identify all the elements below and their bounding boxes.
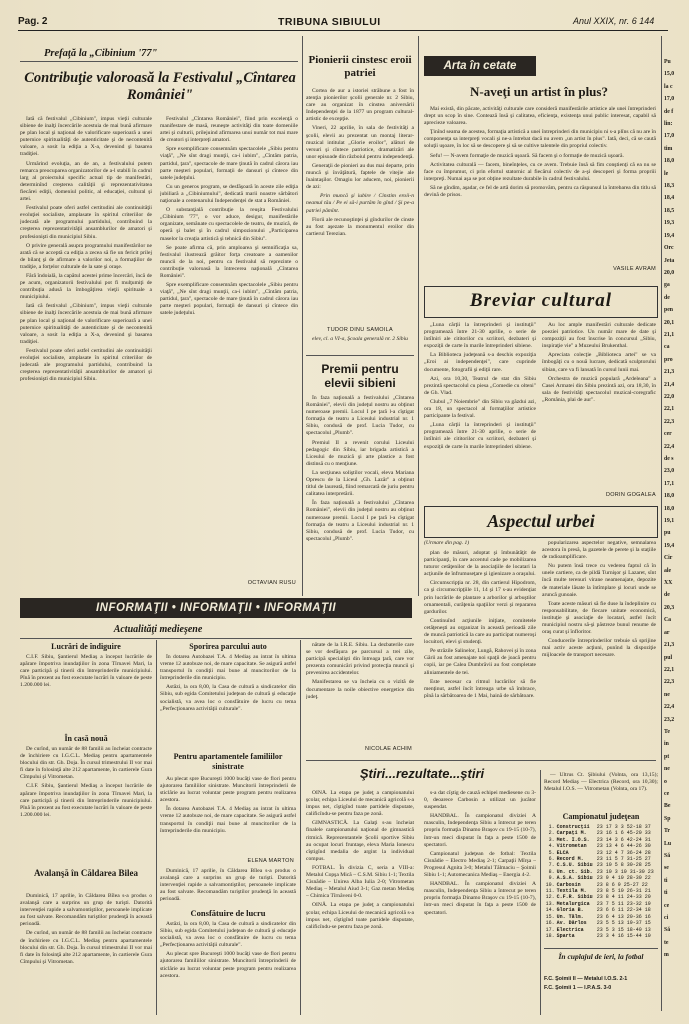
edge-fragment-line: ne [664,691,670,698]
edge-fragment-line: 22,3 [664,418,675,425]
paragraph: În faza naţională a festivalului „Cîntarea României", elevii din judeţul nostru au obţinut numeroase premii. Locul I pe ţară l-a cîştigat formaţia de teatru a Liceului industrial nr. 1 Sibiu, condusă de prof. Lucia Tudor, cu spectacolul „Plumb". [306,500,414,542]
edge-fragment-line: te [664,939,669,946]
standings-cell-pos: 15. [545,913,555,920]
paragraph: Iată că festivalul „Cibinium", impus vieţii culturale sibiene de ínalţi încercările acestuia de mai bună afirmare pe plan local şi naţional de valorificare superioară a unei puternice spiritualităţi de autenticitate şi de necontenită valoare, a sosit la ediţia a X-a, devenind şi basarea tradiţiei. [20,303,152,345]
cup-title: În cuplajul de ieri, la fotbal [558,952,644,961]
paragraph: HANDBAL. În campionatul diviziei A masculin, Independenţa Sibiu a întrecut pe teren propriu formaţia Dinamo Braşov cu 19-15 (10-7), într-un meci disputat în faţa a peste 1500 de spectatori. [424,813,536,848]
standings-cell-team: Textila M. [556,888,587,895]
edge-fragment-line: 21,4 [664,381,675,388]
standings-cell-stats: 23 8 5 10 26-31 21 [596,888,651,895]
info-item-body-continued [160,868,296,906]
poem-verse: Prin muncă şi iubire / Cinstim eroii-n neamul tău / Pe ei să-i purtăm în gînd / Şi pe-a patriei pămînt. [306,193,414,214]
edge-fragment-line: 20,3 [664,604,675,611]
standings-cell-team: Vitrometan [556,843,587,850]
paragraph: GIMNASTICĂ. La Galaţi s-au încheiat finalele campionatului naţional de gimnastică ritmică. Reprezentantele Şcolii sportive Sibiu au ocupat locuri fruntaşe, eleva Maria Ionescu cîştigînd medalia de argint la individual compus. [306,820,414,862]
paragraph: Toate aceste măsuri să fie duse la îndeplinire cu responsabilitate, de fiecare unitate economică, instituţie şi asociaţie de locatari, astfel încît municipiul nostru să-şi păstreze bunul renume de oraş curat şi înfloritor. [542,600,656,636]
info-item-body [20,654,152,734]
edge-fragment-line: 18,4 [664,195,675,202]
edge-fragment-line: o [664,778,667,785]
edge-fragment-line: ti [664,890,668,897]
standings-cell-pos: 10. [545,881,555,888]
breviar-column-2 [542,322,656,492]
campionat-intro [544,772,658,808]
column-divider [302,36,303,596]
edge-fragment-line: Să [664,853,671,859]
edge-fragment-line: ar [664,629,670,636]
standings-cell-stats: 23 12 4 7 36-24 28 [596,849,651,856]
divider [544,948,658,949]
standings-cell-team: C.S.U. Sibiu [556,862,593,869]
standings-cell-pos: 11. [545,888,555,895]
paragraph: Fără îndoială, la capătul acestei prime încercări, încă de pe acum, organizatorii festivalului pot fi mulţumiţi de contribuţia adusă la îmbogăţirea vieţii spirituale a municipiului. [20,272,152,301]
info-item-title: Consfătuire de lucru [190,908,266,918]
edge-fragment-line: ce [664,902,670,909]
edge-fragment-line: Jeta [664,257,675,264]
standings-cell-team: ELCA [556,849,569,856]
standings-row [544,933,658,939]
column-divider [156,640,157,1015]
standings-cell-stats: 23 8 4 11 24-33 20 [596,894,651,901]
paragraph: Spre exemplificare consemnăm spectacolele „Sibiu pentru viaţă", „Ne sînt dragi munţii, ca-i iubim", „Cîntăm patria, partidul, ţara", spectacole de mare ţinută în cadrul cărora iau parte meşteri populari, formaţii de dansuri şi cîntece din satele judeţului. [160,146,298,181]
paragraph: Cu un generos program, se desfăşoară în aceste zile ediţia jubiliară a „Cibiniumului", dedicată marii noastre sărbători naţionale a centenarului Independenţei de stat a României. [160,183,298,205]
standings-cell-pos: 16. [545,920,555,927]
standings-cell-pos: 6. [548,856,555,863]
edge-fragment-line: ca [664,344,670,351]
standings-cell-team: Carpaţi M. [556,830,587,837]
info-item-body [20,893,152,1011]
breviar-signature: DORIN GOGALEA [605,492,656,498]
paragraph: Astăzi, la ora 8,00, la Casa de cultură a sindicatelor din Sibiu, sub egida Comitetului judeţean de cultură şi educaţie socialistă, va avea loc o consfătuire de lucru cu tema „Perfecţionarea activităţii culturale". [160,684,296,712]
standings-cell-pos: 2. [548,830,555,837]
paragraph: plan de măsuri, adoptat şi îmbunătăţit de participanţi, în care accentul cade pe mobilizarea tuturor cetăţenilor de la asociaţiile de locatari la acţiunile de înfrumuseţare şi igienizare a oraşului. [424,550,536,578]
edge-fragment-line: 21,1 [664,331,675,338]
edge-fragment-line: 23,2 [664,716,675,723]
breviar-heading-box [424,286,658,318]
paragraph: Sefu! — N-avem formaţie de muzică uşoară. Să facem şi o formaţie de muzică uşoară. [430,152,624,159]
edge-fragment-line: 18,5 [664,207,675,214]
edge-fragment-line: ci [664,915,669,922]
standings-cell-stats: 23 10 3 10 31-30 23 [596,868,654,875]
pionierii-signature-note: elev, cl. a VI-a, Şcoala generală nr. 2 Sibiu [312,336,408,342]
standings-cell-team: Carbosin [556,881,581,888]
standings-cell-pos: 1. [548,824,555,830]
standings-cell-stats: 23 13 4 6 44-26 30 [596,843,651,850]
standings [544,824,658,939]
pionierii-body [306,88,414,326]
standings-cell-stats: 23 10 5 8 30-28 25 [596,862,651,869]
paragraph: Au plecat spre Bucureşti 1000 bucăţi vase de flori pentru ajutorarea familiilor sinistrate. Muncitorii întreprinderii de sticlărie au lucrat voluntar peste program pentru realizarea acestora. [160,776,296,804]
paragraph: Cortea de aur a istoriei străbune a fost în atenţia pionierilor şcolii generale nr. 2 Sibiu, care au organizat în cinstea aniversării Independenţei de la 1877 un program cultural-artistic de excepţie. [306,88,414,123]
edge-fragment-line: Să [664,927,671,934]
info-item-title: Sporirea parcului auto [189,642,267,651]
paragraph: Mai există, din păcate, activităţi culturale care consideră manifestările artistice ale unei întreprinderi drept un scop în sine. Contează însă şi calitatea, eficienţa, existenţa unui public interesat, capabil să aprecieze valoarea. [424,106,656,127]
standings-row [544,894,658,900]
divider [20,638,412,639]
edge-fragment-line: 18,0 [664,158,675,165]
paragraph: Activitatea culturală — facem, bineînţeles, cu ce avem. Trebuie însă să fim conştienţi că ea nu se face cu împrumut, ci prin efortul statornic al fiecărui colectiv de a-şi descoperi şi forma propriii interpreţi. Numai aşa se pot obţine rezultate durabile în cadrul festivalului. [424,161,656,182]
edge-fragment-line: 22,4 [664,704,675,711]
paragraph: În faza naţională a festivalului „Cîntarea României", elevii din judeţul nostru au obţinut numeroase premii. Locul I pe ţară l-a cîştigat formaţia de teatru a Liceului industrial nr. 1 Sibiu, condusă de prof. Lucia Tudor, cu spectacolul „Plumb". [306,395,414,437]
edge-fragment-line: de f [664,108,674,115]
standings-cell-team: Av. Dârlos [556,920,587,927]
standings-cell-team: Un. Tălm. [556,913,584,920]
info-item-body [160,654,296,746]
info-item-body [160,776,296,856]
standings-cell-stats: 23 6 4 13 20-36 16 [596,913,651,920]
edge-fragment-line: 17,1 [664,480,675,487]
paragraph: La Biblioteca judeţeană s-a deschis expoziţia „Eroi ai independenţei", care cuprinde documente, fotografii şi ediţii rare. [424,352,536,373]
paragraph: HANDBAL. În campionatul diviziei A masculin, Independenţa Sibiu a întrecut pe teren propriu formaţia Dinamo Braşov cu 19-15 (10-7), într-un meci disputat în faţa a peste 1500 de spectatori. [424,881,536,916]
standings-cell-team: Un. ct. Sib. [556,868,593,875]
paragraph: „Luna cărţii la întreprinderi şi instituţii" programează între 21-30 aprilie, o serie de întîlniri ale cititorilor cu scriitori, dezbateri şi expoziţii de carte în marile întreprinderi sibiene. [424,422,536,450]
column-divider [418,36,419,596]
edge-fragment-line: de [664,294,670,301]
standings-cell-pos: 5. [548,849,555,856]
edge-fragment-line: 20,1 [664,319,675,326]
paragraph: Iată că festivalul „Cibinium", impus vieţii culturale sibiene de ínalţi încercările acestuia de mai bună afirmare pe plan local şi naţional de valorificare superioară a unei puternice spiritualităţi de autenticitate şi de necontenită valoare, a sosit la ediţia a X-a, devenind şi basarea tradiţiei. [20,116,152,158]
standings-cell-pos: 8. [548,868,555,875]
edge-fragment-line: 22,1 [664,666,675,673]
standings-cell-team: Metalurgica [556,900,590,907]
paragraph: C.I.F. Sibiu, Şantierul Mediaş a început lucrările de apărare împotriva inundaţiilor în zona Tîrnavei Mari, la care participă şi tinerii din întreprinderile municipiului. Pînă în prezent au fost executate lucrări în valoare de peste 1.200.000 lei. [20,654,152,689]
paragraph: FOTBAL. În divizia C, seria a VIII-a: Metalul Copşa Mică – C.S.M. Sibiu 1-1; Textila Cisnădie – Unirea Alba Iulia 2-0; Vitrometan Mediaş – Metalul Aiud 3-1; Gaz metan Mediaş – Chimica Tîrnăveni 0-0. [306,864,414,900]
premii-body [306,395,414,593]
standings-cell-stats: 23 6 6 11 22-34 18 [596,907,651,914]
prefata-column-2 [160,116,298,576]
paragraph: — Ultrus Ct. Şibiului (Volnta, ora 13,15); Record Mediaş — Electrica (Record, ora 10,30); Metalul I.O.S. — Vitrometan (Volnta, ora 17). [544,772,658,793]
aspectul-column-2 [542,540,656,768]
edge-fragment-line: 19,4 [664,542,675,549]
info-column-3 [306,642,414,742]
column-divider [540,770,541,1015]
info-item-body [20,746,152,864]
info-item-title: Lucrări de îndiguire [51,642,121,651]
edge-fragment-line: de [664,592,670,599]
arta-title: N-aveţi un artist în plus? [470,84,608,99]
stiri-title: Ştiri...rezultate...ştiri [359,766,485,781]
standings-cell-stats: 23 8 6 9 25-27 22 [596,881,648,888]
edge-fragment-line: Orc [664,245,674,252]
divider [306,760,656,761]
paragraph: În dotarea Autobazei T.A. 4 Mediaş au intrat în ultima vreme 12 autobuze noi, de mare capacitate. Se asigură astfel transportul în condiţii mai bune al muncitorilor de la întreprinderile din municipiu. [160,654,296,682]
edge-fragment-line: 17,0 [664,133,675,140]
edge-fragment-line: la c [664,83,673,90]
stiri-column-1 [306,790,414,1014]
paragraph: Florii ale recunoştinţei şi gîndurilor de cinste au fost aşezate la monumentul eroilor din cartierul Terezian. [306,216,414,237]
edge-fragment-line: m [664,952,669,959]
aspectul-intro: (Urmare din pag. 1) [424,540,470,546]
edge-fragment-line: Ca [664,617,672,624]
paragraph: Nu putem însă trece cu vederea faptul că în unele cartiere, ca de pildă Turnişor şi Lazaret, sînt încă multe terenuri virane neamenajate, depozite de materiale lăsate la întîmplare şi locuri unde se aruncă gunoaie. [542,563,656,598]
paragraph: Astăzi, la ora 8,00, la Casa de cultură a sindicatelor din Sibiu, sub egida Comitetului judeţean de cultură şi educaţie socialistă, va avea loc o consfătuire de lucru cu tema „Perfecţionarea activităţii culturale". [160,921,296,949]
prefata-kicker: Prefaţă la „Cibinium '77" [44,48,158,59]
paragraph: Au plecat spre Bucureşti 1000 bucăţi vase de flori pentru ajutorarea familiilor sinistrate. Muncitorii întreprinderii de sticlărie au lucrat voluntar peste program pentru realizarea acestora. [160,951,296,979]
info-item-title: În casă nouă [64,734,108,743]
edge-fragment-line: Be [664,803,671,810]
edge-fragment-line: 15,0 [664,71,675,78]
edge-fragment-line: 19,4 [664,232,675,239]
premii-title: Premii pentru elevii sibieni [321,362,399,390]
edge-fragment-line: ce [664,790,670,797]
edge-fragment-line: cer [664,431,672,438]
standings-cell-stats: 23 5 5 13 19-37 15 [596,920,651,927]
paragraph: Apreciata colecţie „Biblioteca artei" se va îmbogăţi cu o nouă lucrare, dedicată sculptorului sibian, care va fi lansată în cursul lunii mai. [542,352,656,373]
standings-cell-pos: 3. [548,836,555,843]
standings-cell-stats: 23 17 3 3 52-18 37 [596,824,651,830]
issue-number: Anul XXIX, nr. 6 144 [573,16,655,26]
standings-cell-pos: 14. [545,907,555,914]
paragraph: OINĂ. La etapa pe judeţ a campionatului şcolar, echipa Liceului de mecanică agricolă s-a impus net, cîştigînd toate partidele disputate, calificîndu-se pentru faza pe zonă. [306,790,414,818]
edge-fragment-line: pen [664,307,674,314]
edge-fragment-line: Sp [664,815,671,822]
edge-fragment-line: 22,0 [664,393,675,400]
edge-fragment-line: Te [664,728,670,735]
standings-cell-stats: 23 14 3 6 42-24 31 [596,836,651,843]
breviar-title: Breviar cultural [469,290,613,311]
edge-fragment-line: ne [664,766,670,773]
info-col3-signature: NICOLAE ACHIM [365,746,412,752]
paragraph: C.I.F. Sibiu, Şantierul Mediaş a început lucrările de apărare împotriva inundaţiilor în zona Tîrnavei Mari, la care participă şi tinerii din întreprinderile municipiului. Pînă în prezent au fost executate lucrări în valoare de peste 1.200.000 lei. [20,783,152,818]
column-divider [661,36,662,1011]
standings-row [544,830,658,836]
arta-banner: Arta în cetate [424,56,536,76]
standings-cell-team: Record M. [556,856,584,863]
edge-fragment-line: 18,0 [664,505,675,512]
edge-fragment-line: ale [664,567,672,574]
edge-fragment-line: le [664,170,669,177]
edge-fragment-line: Lu [664,840,672,847]
paragraph: Duminică, 17 aprilie, în Căldarea Bîlea s-a produs o avalanşă care a surprins un grup de turişti. Datorită intervenţiei rapide a salvamontiştilor, persoanele implicate au fost salvate. Recomandăm turiştilor prudenţă în această perioadă. [20,893,152,928]
paragraph: Se poate afirma că, prin amploarea şi semnificaţia sa, festivalul ilustrează grăitor forţa creatoare a oamenilor muncii de la noi, pentru ca festivalul să reprezinte o contribuţie valoroasă la întrecerea naţională „Cîntarea României". [160,244,298,279]
edge-fragment-line: 18,0 [664,493,675,500]
aspectul-heading-box [424,506,658,538]
standings-table [544,824,658,944]
edge-fragment-line: tim [664,145,673,152]
paragraph: „Luna cărţii la întreprinderi şi instituţii" programează între 21-30 aprilie, o serie de întîlniri ale cititorilor cu scriitori, dezbateri şi expoziţii de carte în marile întreprinderi sibiene. [424,322,536,350]
standings-cell-pos: 13. [545,900,555,907]
info-item-body [160,921,296,1013]
edge-fragment-line: Pu [664,59,671,65]
edge-fragment-line: ti [664,877,668,884]
paragraph: Manifestarea se va încheia cu o vizită de documentare la noile obiective energetice din judeţ. [306,679,414,700]
paragraph: Să ne gîndim, aşadar, ce fel de artă dorim să promovăm, pentru ca răspunsul la întrebarea din titlu să devină de prisos. [424,184,656,199]
paragraph: Orchestra de muzică populară „Ardeleana" a Casei Armatei din Sibiu prezintă azi, ora 18,30, în sala de festivităţi spectacolul muzical-coregrafic „România, plai de aur". [542,375,656,403]
informatii-banner: INFORMAŢII • INFORMAŢII • INFORMAŢII [20,598,412,618]
paragraph: Festivalul „Cîntarea României", fiind prin excelenţă o manifestare de masă, reuneşte activităţi din toate domeniile artei şi culturii, prilejuind afirmarea unui număr tot mai mare de creatori şi interpreţi amatori. [160,116,298,144]
paragraph: Campionatul judeţean de fotbal: Textila Cisnădie – Electro Mediaş 2-1; Carpaţii Mîrşa – Progresul Agnita 3-0; Metalul Tălmaciu – Şoimii Sibiu 1-1; Automecanica Mediaş – Energia 4-2. [424,850,536,879]
standings-cell-stats: 23 16 1 6 45-20 33 [596,830,651,837]
paragraph: Azi, ora 10,30, Teatrul de stat din Sibiu prezintă spectacolul cu piesa „Comedie cu olteni" de Gh. Vlad. [424,375,536,396]
divider [306,355,414,356]
edge-fragment-line: 21,3 [664,369,675,376]
paragraph: De curînd, un număr de 88 familii au încheiat contracte de închiriere cu I.G.C.L. Mediaş pentru apartamentele blocului din str. Gh. Doja. În cursul trimestrului II vor mai fi date în folosinţă alte 212 apartamente, în cartierele Gura Cîmpului şi Vitrometan. [20,746,152,781]
edge-fragment-line: pro [664,356,673,363]
paragraph: Circumscripţia nr. 28, din cartierul Hipodrom, ca şi circumscripţiile 11, 14 şi 17 s-au evidenţiat prin lucrările de plantare a arborilor şi arbuştilor ornamentali, curăţenia spaţiilor verzi şi repararea gardurilor. [424,580,536,615]
standings-cell-team: Construcţii [556,824,590,830]
prefata-signature: OCTAVIAN RUSU [247,580,296,586]
standings-cell-pos: 7. [548,862,555,869]
paragraph: Festivalul poate oferi astfel certitudini ale continuităţii evoluţiei socialiste, amplasate în spiritul criteriilor de judecată ale programului partidului, contribuind la creşterea reprezentativităţii ansamblurilor de amatori şi profesionişti din municipiul Sibiu. [20,347,152,383]
standings-row [544,843,658,849]
prefata-title: Contribuţie valoroasă la Festivalul „Cîntarea României" [24,70,296,103]
paragraph: Vineri, 22 aprilie, în sala de festivităţi a şcolii, elevii au prezentat un montaj literar-muzical intitulat „Glorie eroilor", alături de versuri şi cîntece patriotice, dramatizări ale unor episoade din războiul pentru independenţă. [306,125,414,160]
edge-fragment-line: 22,3 [664,679,675,686]
pionierii-signature: TUDOR DINU SAMOILA [327,327,393,333]
info-item-title: Pentru apartamentele familiilor sinistrate [173,752,283,771]
standings-cell-pos: 4. [548,843,555,850]
standings-row [544,907,658,913]
edge-fragment-line: pt [664,753,670,760]
arta-signature: VASILE AVRAM [613,266,656,272]
edge-fragment-line: pu [664,530,671,537]
standings-row [544,875,658,881]
standings-cell-team: Sparta [556,932,575,939]
paragraph: OINĂ. La etapa pe judeţ a campionatului şcolar, echipa Liceului de mecanică agricolă s-a impus net, cîştigînd toate partidele disputate, calificîndu-se pentru faza pe zonă. [306,902,414,930]
paragraph: În dotarea Autobazei T.A. 4 Mediaş au intrat în ultima vreme 12 autobuze noi, de mare capacitate. Se asigură astfel transportul în condiţii mai bune al muncitorilor de la întreprinderile din municipiu. [160,806,296,834]
edge-fragment-line: de s [664,456,674,462]
page-number: Pag. 2 [18,16,48,27]
edge-fragment-line: 19,3 [664,220,675,227]
edge-fragment-line: 22,1 [664,406,675,413]
paragraph: Clubul „7 Noiembrie" din Sibiu va găzdui azi, ora 18, un spectacol al formaţiilor artistice participante la festival. [424,398,536,420]
paragraph: Au loc ample manifestări culturale dedicate poeziei patriotice. Un număr mare de date şi compoziţii au fost înscrise în concursul „Sibiu, inspiraţie vie" a Muzeului Brukenthal. [542,322,656,350]
informatii-section-title: Actualităţi medieşene [113,624,203,635]
standings-row [544,920,658,926]
paragraph: Conducerile întreprinderilor trebuie să sprijine mai activ aceste acţiuni, punînd la dispoziţie mijloacele de transport necesare. [542,638,656,659]
standings-cell-team: Electrica [556,926,584,933]
paragraph: popularizarea aspectelor negative, semnalarea acestora în presă, la gazetele de perete şi la staţiile de radioamplificare. [542,540,656,561]
newspaper-name: TRIBUNA SIBIULUI [278,16,381,28]
standings-row [544,927,658,933]
edge-fragment-line: se [664,865,669,872]
edge-fragment-line: 17,0 [664,96,675,103]
edge-fragment-line: in [664,741,669,748]
edge-fragment-line: lin: [664,121,673,128]
column-divider [300,640,301,1015]
arta-body [424,106,656,264]
edge-fragment-line: 23,0 [664,468,675,475]
aspectul-column-1 [424,550,536,768]
edge-fragment-line: 22,4 [664,443,675,450]
edge-fragment-line: ga [664,282,670,289]
masthead [18,14,668,31]
paragraph: Premiul II a revenit corului Liceului pedagogic din Sibiu, iar brigada artistică a Liceului de muzică şi arte plastice a fost distinsă cu o menţiune. [306,439,414,467]
standings-row [544,862,658,868]
paragraph: Festivalul poate oferi astfel certitudini ale continuităţii evoluţiei socialiste, amplasate în spiritul criteriilor de judecată ale programului partidului, contribuind la creşterea reprezentativităţii ansamblurilor de amatori şi profesionişti din municipiul Sibiu. [20,205,152,240]
edge-fragment-line: Cir [664,555,673,562]
edge-fragment-line: 19,1 [664,518,675,525]
paragraph: Spre exemplificare consemnăm spectacolele „Sibiu pentru viaţă", „Ne sînt dragi munţii, ca-i iubim", „Cîntăm patria, partidul, ţara", spectacole de mare ţinută în cadrul cărora iau parte meşteri populari, formaţii de dansuri şi cîntece din satele judeţului. [160,282,298,317]
standings-cell-pos: 17. [545,926,555,933]
standings-cell-team: Met. I.O.S. [556,836,590,843]
standings-cell-stats: 23 9 4 10 28-30 22 [596,875,651,882]
paragraph: Continuînd acţiunile iniţiate, comitetele cetăţeneşti au organizat în această perioadă zile de muncă patriotică la care au participat numeroşi locuitori, elevi şi studenţi. [424,617,536,646]
prefata-column-1 [20,116,152,591]
paragraph: Generaţii de pionieri au dus mai departe, prin muncă şi învăţătură, faptele de vitejie ale înaintaşilor. Omagiu lor aducem, noi, pionierii de azi: [306,162,414,191]
stiri-column-2 [424,790,536,1014]
divider [20,61,298,62]
standings-cell-team: Gloria B. [556,907,584,914]
breviar-column-1 [424,322,536,502]
paragraph: Este necesar ca ritmul lucrărilor să fie menţinut, astfel încît întreaga urbe să îmbrace, pînă la sărbătoarea de 1 Mai, haină de sărbătoare. [424,678,536,699]
paragraph: Urmărind evoluţia, an de an, a festivalului putem remarca preocuparea organizatorilor de a-l stabili în cadrul larg al proiectului specific actual tip de manifestări, determinînd creşterea calităţii şi reprezentativitatea fiecărei ediţii, domeniul politic, al educaţiei, cultural şi artei. [20,160,152,203]
edge-column-fragment [664,56,688,1016]
standings-cell-stats: 23 7 5 11 23-32 19 [596,900,651,907]
paragraph: De curînd, un număr de 88 familii au încheiat contracte de închiriere cu I.G.C.L. Mediaş pentru apartamentele blocului din str. Gh. Doja. În cursul trimestrului II vor mai fi date în folosinţă alte 212 apartamente, în cartierele Gura Cîmpului şi Vitrometan. [20,930,152,965]
info-signature: ELENA MARTON [247,858,294,864]
info-item-title: Avalanşă în Căldarea Bilea [34,868,138,878]
standings-cell-pos: 12. [545,894,555,901]
aspectul-title: Aspectul urbei [487,511,595,531]
paragraph: O privire generală asupra programului manifestărilor ne arată că se acceptă ca ediţia a zecea să fie un fericit prilej de bilanţ şi de afirmare a valorilor noi, a formaţiilor de tradiţie, a forţelor culturale de la sate şi oraşe. [20,242,152,270]
paragraph: s-a dat cîştig de cauză echipei mediesene cu 3-0, deoarece Carbosin a utilizat un jucător suspendat. [424,790,536,811]
paragraph: Pe străzile Salinelor, Lungă, Rahovei şi în zona Gării au fost amenajate noi spaţii de joacă pentru copii, iar pe Calea Dumbrăvii au fost completate aliniamentele de tei. [424,648,536,676]
standings-cell-pos: 9. [548,875,555,882]
standings-cell-stats: 23 3 4 16 15-44 10 [596,932,651,939]
cup-result: F.C. Şoimii 1 — I.P.A.S. 3-0 [544,985,612,991]
standings-cell-pos: 18. [545,932,555,939]
paragraph: O substanţială contribuţie la reuşita Festivalului „Cibinium '77", o vor aduce, desigur, manifestările organizate, semănate cu spectacolele de teatru, de muzică, de operă şi balet şi în cadrul simpozionului „Participarea maselor la creaţia artistică şi tehnică din Sibiu". [160,207,298,242]
standings-cell-team: A.S.A. Sibiu [556,875,593,882]
paragraph: La secţiunea soliştilor vocali, eleva Mariana Oprescu de la Liceul „Gh. Lazăr" a obţinut titlul de laureată, fiind remarcată de juriu pentru calitatea interpretării. [306,469,414,498]
standings-cell-stats: 23 11 5 7 31-25 27 [596,856,651,863]
edge-fragment-line: Tr [664,828,671,835]
paragraph: Duminică, 17 aprilie, în Căldarea Bîlea s-a produs o avalanşă care a surprins un grup de turişti. Datorită intervenţiei rapide a salvamontiştilor, persoanele implicate au fost salvate. Recomandăm turiştilor prudenţă în această perioadă. [160,868,296,903]
edge-fragment-line: 20,0 [664,269,675,276]
edge-fragment-line: 21,3 [664,642,675,649]
edge-fragment-line: 18,3 [664,183,675,190]
paragraph: Ţinînd seama de acestea, formaţia artistică a unei întreprinderi din municipiu ni s-a plîns că nu are în componenţa sa interpreţi vocali şi ne-a întrebat dacă nu avem „un artist în plus". Iată, deci, că se caută soluţii uşoare, în loc să se descopere şi să se cultive talentele din propriul colectiv. [424,129,656,150]
pionierii-title: Pionierii cinstesc eroii patriei [308,54,412,79]
standings-cell-stats: 23 5 3 15 18-40 13 [596,926,651,933]
cup-results [544,975,660,993]
paragraph: nătate de la I.R.E. Sibiu. La dezbaterile care se vor desfăşura pe parcursul a trei zile, participă specialişti din întreaga ţară, care vor prezenta comunicări privind protecţia muncii şi prevenirea accidentelor. [306,642,414,677]
cup-result: F.C. Şoimii II — Metalul I.O.S. 2-1 [544,976,628,982]
campionat-title: Campionatul judeţean [562,812,640,821]
standings-cell-team: C.F.R. Sibiu [556,894,593,901]
edge-fragment-line: XX [664,580,673,587]
edge-fragment-line: pul [664,654,673,661]
